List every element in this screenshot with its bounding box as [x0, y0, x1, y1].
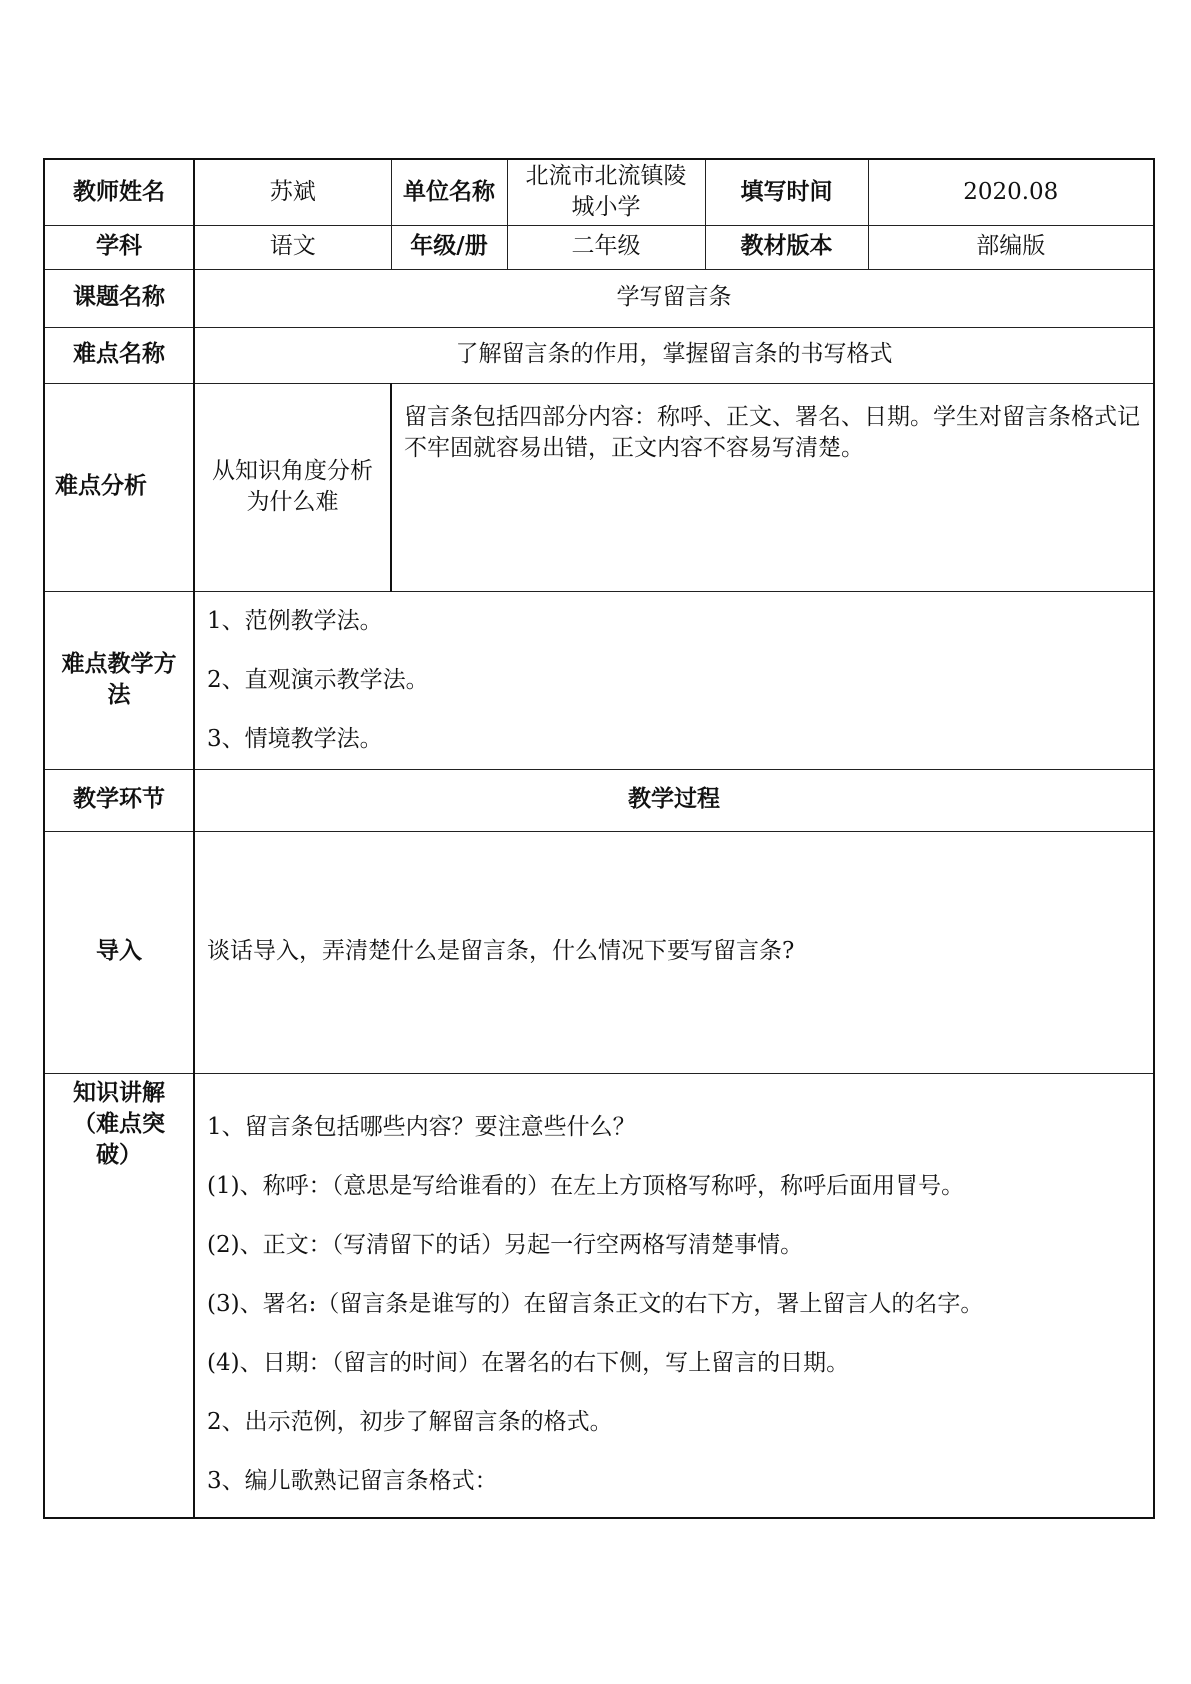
date-label: 填写时间 [705, 159, 868, 225]
teacher-label: 教师姓名 [44, 159, 194, 225]
stage-label: 教学环节 [44, 769, 194, 831]
knowledge-item: 1、留言条包括哪些内容？要注意些什么？ [207, 1113, 636, 1140]
intro-text: 谈话导入，弄清楚什么是留言条，什么情况下要写留言条? [194, 831, 1154, 1073]
grade-value: 二年级 [507, 225, 705, 269]
knowledge-item: (4)、日期：（留言的时间）在署名的右下侧，写上留言的日期。 [207, 1349, 850, 1376]
unit-label: 单位名称 [391, 159, 507, 225]
teacher-value: 苏斌 [194, 159, 391, 225]
topic-row [44, 269, 1154, 327]
method-list [194, 591, 1154, 769]
method-item: 1、范例教学法。 [207, 607, 383, 634]
method-item: 3、情境教学法。 [207, 725, 383, 752]
topic-label: 课题名称 [44, 269, 194, 327]
header-row-1 [44, 159, 1154, 225]
knowledge-item: 2、出示范例，初步了解留言条的格式。 [207, 1408, 613, 1435]
knowledge-item: (1)、称呼：（意思是写给谁看的）在左上方顶格写称呼，称呼后面用冒号。 [207, 1172, 965, 1199]
process-header-row [44, 769, 1154, 831]
analysis-sub-label: 从知识角度分析为什么难 [194, 383, 391, 591]
process-label: 教学过程 [194, 769, 1154, 831]
difficulty-label: 难点名称 [44, 327, 194, 383]
knowledge-list [194, 1073, 1154, 1518]
edition-label: 教材版本 [705, 225, 868, 269]
difficulty-value: 了解留言条的作用，掌握留言条的书写格式 [194, 327, 1154, 383]
knowledge-row [44, 1073, 1154, 1518]
subject-value: 语文 [194, 225, 391, 269]
method-row [44, 591, 1154, 769]
intro-label: 导入 [44, 831, 194, 1073]
difficulty-row [44, 327, 1154, 383]
method-item: 2、直观演示教学法。 [207, 666, 429, 693]
method-label: 难点教学方法 [44, 591, 194, 769]
knowledge-item: (2)、正文：（写清留下的话）另起一行空两格写清楚事情。 [207, 1231, 804, 1258]
analysis-row [44, 383, 1154, 591]
grade-label: 年级/册 [391, 225, 507, 269]
unit-value: 北流市北流镇陵城小学 [507, 159, 705, 225]
intro-row [44, 831, 1154, 1073]
knowledge-item: 3、编儿歌熟记留言条格式： [207, 1467, 498, 1494]
subject-label: 学科 [44, 225, 194, 269]
knowledge-item: (3)、署名:（留言条是谁写的）在留言条正文的右下方，署上留言人的名字。 [207, 1290, 984, 1317]
knowledge-label: 知识讲解（难点突破） [44, 1073, 194, 1518]
analysis-text: 留言条包括四部分内容：称呼、正文、署名、日期。学生对留言条格式记不牢固就容易出错，正文内容不容易写清楚。 [391, 383, 1154, 591]
lesson-plan-table [43, 158, 1155, 1519]
header-row-2 [44, 225, 1154, 269]
analysis-label: 难点分析 [44, 383, 194, 591]
topic-value: 学写留言条 [194, 269, 1154, 327]
edition-value: 部编版 [868, 225, 1154, 269]
date-value: 2020.08 [868, 159, 1154, 225]
